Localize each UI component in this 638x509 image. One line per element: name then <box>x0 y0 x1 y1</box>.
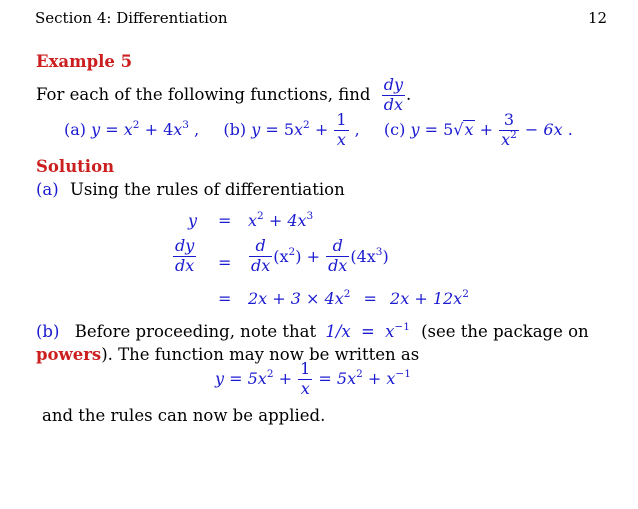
powers-link[interactable]: powers <box>36 345 102 364</box>
eq-row3-rhs: $2x + 3 \times 4x^2 = 2x + 12x^2$ <box>248 288 469 308</box>
page-number: 12 <box>588 9 608 27</box>
solution-title: Solution <box>36 157 115 176</box>
prompt-end: . <box>406 85 412 104</box>
eq-row2-lhs: $\frac{dy}{dx}$ <box>175 236 195 275</box>
part-a-function: (a) $y = x^2 + 4x^3$ , <box>64 118 200 139</box>
part-b-line1 <box>36 322 589 341</box>
part-b-function: (b) $y = 5x^2$ + $\frac{1}{x}$ , <box>223 110 360 149</box>
eq-row3-eq: = <box>218 289 232 308</box>
part-b-equation: $y = 5x^2$ + $\frac{1}{x}$ = $5x^2 + x^{-1}$ <box>215 359 411 398</box>
parts-line <box>64 112 573 149</box>
eq-row2-eq: = <box>218 253 232 272</box>
part-a-label: (a) <box>36 180 59 199</box>
dy-text: dy <box>383 75 403 95</box>
eq-row1-rhs: $x^2 + 4x^3$ <box>248 210 314 230</box>
part-a-text: Using the rules of differentiation <box>69 180 345 199</box>
part-b-text2: (see the package on <box>421 322 589 341</box>
sqrt-sign: √ <box>453 119 464 139</box>
part-b-label: (b) <box>36 322 60 341</box>
prompt-text: For each of the following functions, find <box>36 85 371 104</box>
part-c-function: (c) y = 5√x + $\frac{3}{x^2}$ − 6x . <box>383 110 573 149</box>
part-b-math1: $1/x = x^{-1}$ <box>325 321 410 341</box>
part-b-final: and the rules can now be applied. <box>42 406 326 425</box>
eq-row1-eq: = <box>218 211 232 230</box>
example-title: Example 5 <box>36 52 133 71</box>
part-a-intro <box>36 180 345 199</box>
part-b-text1: Before proceeding, note that <box>74 322 317 341</box>
eq-row1-lhs: y <box>188 211 198 230</box>
dx-text: dx <box>383 95 403 114</box>
prompt-line <box>36 72 411 114</box>
part-b-text3: ). The function may now be written as <box>101 345 420 364</box>
eq-row2-rhs: $\frac{d}{dx}$ $(x^2)$ + $\frac{d}{dx}$ $(4x^3)$ <box>251 236 389 275</box>
section-header: Section 4: Differentiation <box>35 9 228 27</box>
prompt-derivative <box>382 77 405 114</box>
